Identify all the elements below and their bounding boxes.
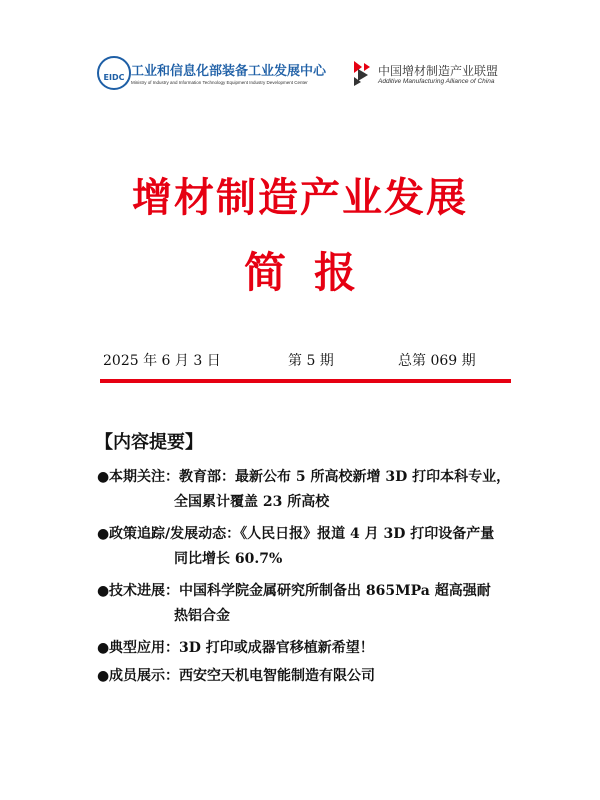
bullet-icon: ● [97,583,110,599]
issue-total: 总第 069 期 [398,353,476,369]
summary-item [97,466,510,486]
page-title: 增材制造产业发展 [132,174,468,221]
alliance-name-cn: 中国增材制造产业联盟 [378,64,499,78]
summary-item-text: 典型应用：3D 打印或成器官移植新希望！ [109,640,374,656]
summary-item-text: 技术进展：中国科学院金属研究所制备出 865MPa 超高强耐 [109,583,491,599]
bullet-icon: ● [97,526,110,542]
bullet-icon: ● [97,640,110,656]
summary-item-continuation: 全国累计覆盖 23 所高校 [174,494,330,510]
bullet-icon: ● [97,668,110,684]
page-subtitle: 简报 [243,248,384,297]
eidc-logo [97,56,327,96]
summary-item [97,523,494,543]
summary-item-continuation: 同比增长 60.7% [174,551,283,567]
bullet-icon: ● [97,469,110,485]
summary-item-continuation: 热铝合金 [174,608,230,624]
org-name-en: Ministry of Industry and Information Technology Equipment Industry Development Center [131,80,308,85]
issue-date: 2025 年 6 月 3 日 [103,353,221,369]
summary-item [97,637,374,657]
summary-item-text: 政策追踪/发展动态：《人民日报》报道 4 月 3D 打印设备产量 [109,526,495,542]
amac-mark-icon [352,59,372,87]
summary-item-text: 本期关注：教育部：最新公布 5 所高校新增 3D 打印本科专业， [109,469,511,485]
alliance-name-en: Additive Manufacturing Alliance of China [378,78,495,85]
red-divider [100,379,511,383]
summary-item-text: 成员展示：西安空天机电智能制造有限公司 [109,668,375,684]
amac-logo [352,58,512,94]
summary-item [97,665,375,685]
summary-heading: 【内容提要】 [95,432,203,453]
eidc-emblem-icon [97,56,131,90]
issue-number: 第 5 期 [288,353,334,369]
eidc-logo-text: EIDC [103,72,125,82]
org-name-cn: 工业和信息化部装备工业发展中心 [131,64,327,79]
summary-item [97,580,491,600]
